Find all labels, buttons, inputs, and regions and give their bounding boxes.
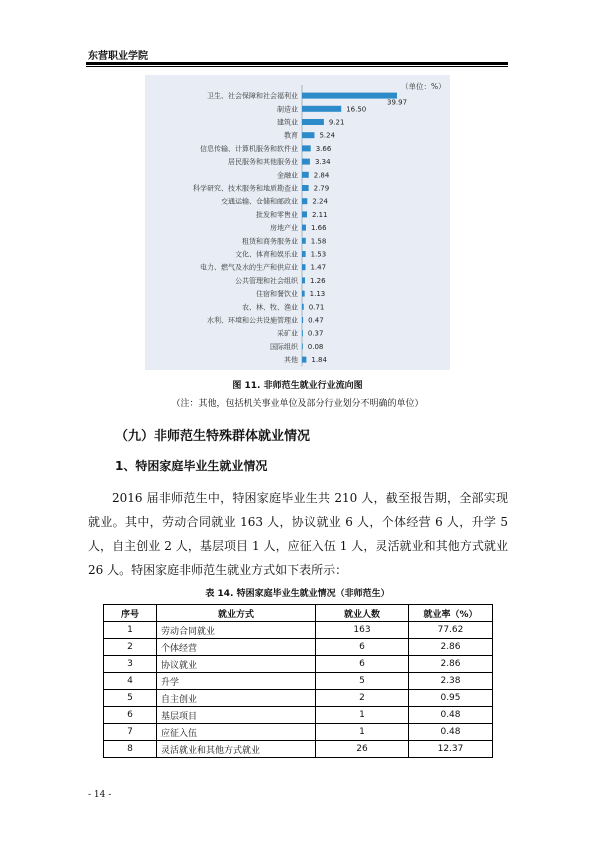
cell-method: 自主创业 bbox=[157, 690, 316, 707]
industry-bar-chart bbox=[145, 75, 450, 370]
chart-bar bbox=[302, 238, 306, 244]
cell-index: 7 bbox=[104, 724, 157, 741]
chart-category-label: 金融业 bbox=[277, 171, 298, 180]
paragraph-text: 2016 届非师范生中，特困家庭毕业生共 210 人，截至报告期，全部实现就业。其中，劳动合同就业 163 人，协议就业 6 人，个体经营 6 人，升学 5 人，自主创业 2 人，基层项目 1 人，应征入伍 1 人，灵活就业和其他方式就业 26 人。特困家庭非师范生就业方式如下表所示： bbox=[88, 491, 508, 577]
chart-bar bbox=[302, 291, 305, 297]
chart-category-label: 交通运输、仓储和邮政业 bbox=[221, 197, 298, 206]
table-row bbox=[104, 690, 493, 707]
table-caption: 表 14. 特困家庭毕业生就业情况（非师范生） bbox=[205, 589, 390, 599]
chart-category-label: 国际组织 bbox=[270, 342, 298, 351]
cell-method: 个体经营 bbox=[157, 639, 316, 656]
chart-category-label: 采矿业 bbox=[277, 329, 298, 338]
cell-count: 1 bbox=[316, 707, 409, 724]
chart-category-label: 卫生、社会保障和社会福利业 bbox=[207, 92, 298, 101]
chart-value-label: 9.21 bbox=[328, 118, 345, 127]
chart-category-label: 信息传输、计算机服务和软件业 bbox=[200, 144, 298, 153]
cell-count: 1 bbox=[316, 724, 409, 741]
chart-value-label: 2.79 bbox=[313, 184, 330, 193]
chart-category-label: 建筑业 bbox=[277, 118, 298, 127]
header-rate: 就业率（%） bbox=[409, 605, 493, 622]
chart-value-label: 2.24 bbox=[312, 197, 328, 206]
cell-count: 6 bbox=[316, 656, 409, 673]
chart-value-label: 0.47 bbox=[308, 316, 324, 325]
chart-category-label: 教育 bbox=[284, 131, 298, 140]
chart-bar bbox=[302, 106, 341, 112]
chart-bar bbox=[302, 304, 304, 310]
cell-method: 基层项目 bbox=[157, 707, 316, 724]
chart-bar bbox=[302, 132, 314, 138]
cell-count: 163 bbox=[316, 622, 409, 639]
chart-category-label: 住宿和餐饮业 bbox=[256, 290, 298, 299]
cell-count: 5 bbox=[316, 673, 409, 690]
chart-value-label: 5.24 bbox=[319, 131, 336, 140]
chart-canvas bbox=[145, 75, 450, 370]
chart-category-label: 制造业 bbox=[277, 105, 298, 114]
chart-bar bbox=[302, 93, 397, 99]
cell-method: 灵活就业和其他方式就业 bbox=[157, 741, 316, 758]
cell-method: 劳动合同就业 bbox=[157, 622, 316, 639]
cell-method: 应征入伍 bbox=[157, 724, 316, 741]
cell-index: 3 bbox=[104, 656, 157, 673]
chart-unit-note: （单位：%） bbox=[401, 82, 446, 91]
chart-bar bbox=[302, 225, 306, 231]
chart-category-label: 房地产业 bbox=[270, 224, 298, 233]
employment-table bbox=[103, 604, 493, 758]
chart-bar bbox=[302, 159, 310, 165]
chart-bar bbox=[302, 357, 306, 363]
chart-category-label: 科学研究、技术服务和地质勘查业 bbox=[193, 184, 298, 193]
figure-note: （注：其他，包括机关事业单位及部分行业划分不明确的单位） bbox=[171, 399, 424, 409]
table-row bbox=[104, 639, 493, 656]
chart-category-label: 农、林、牧、渔业 bbox=[242, 303, 298, 312]
chart-value-label: 1.47 bbox=[310, 263, 327, 272]
chart-category-label: 居民服务和其他服务业 bbox=[228, 158, 298, 167]
cell-index: 4 bbox=[104, 673, 157, 690]
table-row bbox=[104, 741, 493, 758]
cell-index: 8 bbox=[104, 741, 157, 758]
chart-value-label: 1.13 bbox=[309, 290, 326, 299]
chart-bar bbox=[302, 145, 311, 151]
chart-bar bbox=[302, 251, 306, 257]
cell-rate: 0.48 bbox=[409, 724, 493, 741]
table-row bbox=[104, 673, 493, 690]
body-paragraph bbox=[88, 486, 508, 582]
chart-category-label: 水利、环境和公共设施管理业 bbox=[207, 316, 298, 325]
chart-value-label: 2.84 bbox=[313, 171, 330, 180]
chart-value-label: 1.84 bbox=[311, 356, 327, 365]
chart-value-label: 1.26 bbox=[309, 276, 326, 285]
header-index: 序号 bbox=[104, 605, 157, 622]
chart-bar bbox=[302, 277, 305, 283]
chart-value-label: 0.08 bbox=[307, 342, 324, 351]
chart-category-label: 文化、体育和娱乐业 bbox=[235, 250, 298, 259]
table-header-row bbox=[104, 605, 493, 622]
chart-bar bbox=[302, 198, 307, 204]
chart-value-label: 1.53 bbox=[310, 250, 327, 259]
page-number: - 14 - bbox=[88, 790, 112, 800]
table-row bbox=[104, 622, 493, 639]
cell-method: 升学 bbox=[157, 673, 316, 690]
cell-rate: 0.95 bbox=[409, 690, 493, 707]
document-header-title: 东营职业学院 bbox=[88, 51, 148, 62]
section-heading: （九）非师范生特殊群体就业情况 bbox=[115, 429, 311, 444]
cell-rate: 2.38 bbox=[409, 673, 493, 690]
cell-rate: 2.86 bbox=[409, 656, 493, 673]
cell-method: 协议就业 bbox=[157, 656, 316, 673]
cell-index: 2 bbox=[104, 639, 157, 656]
header-divider bbox=[86, 62, 508, 65]
cell-index: 5 bbox=[104, 690, 157, 707]
chart-bar bbox=[302, 317, 303, 323]
chart-value-label: 1.66 bbox=[310, 224, 327, 233]
cell-rate: 77.62 bbox=[409, 622, 493, 639]
chart-category-label: 批发和零售业 bbox=[256, 210, 298, 219]
table-row bbox=[104, 656, 493, 673]
chart-bar bbox=[302, 119, 324, 125]
header-count: 就业人数 bbox=[316, 605, 409, 622]
chart-value-label: 3.66 bbox=[315, 144, 332, 153]
cell-rate: 12.37 bbox=[409, 741, 493, 758]
table-row bbox=[104, 707, 493, 724]
cell-index: 6 bbox=[104, 707, 157, 724]
chart-value-label: 0.71 bbox=[308, 303, 325, 312]
cell-count: 6 bbox=[316, 639, 409, 656]
cell-rate: 0.48 bbox=[409, 707, 493, 724]
chart-value-label: 39.97 bbox=[387, 98, 408, 107]
cell-index: 1 bbox=[104, 622, 157, 639]
chart-value-label: 3.34 bbox=[314, 158, 331, 167]
cell-count: 2 bbox=[316, 690, 409, 707]
chart-value-label: 2.11 bbox=[312, 210, 328, 219]
chart-bar bbox=[302, 330, 303, 336]
figure-caption: 图 11. 非师范生就业行业流向图 bbox=[232, 381, 363, 391]
chart-category-label: 租赁和商务服务业 bbox=[242, 237, 298, 246]
header-method: 就业方式 bbox=[157, 605, 316, 622]
chart-bar bbox=[302, 211, 307, 217]
cell-count: 26 bbox=[316, 741, 409, 758]
cell-rate: 2.86 bbox=[409, 639, 493, 656]
chart-bar bbox=[302, 172, 309, 178]
chart-category-label: 电力、燃气及水的生产和供应业 bbox=[200, 263, 298, 272]
chart-value-label: 0.37 bbox=[307, 329, 324, 338]
chart-value-label: 1.58 bbox=[310, 237, 327, 246]
chart-bar bbox=[302, 343, 303, 349]
chart-bar bbox=[302, 185, 309, 191]
chart-bar bbox=[302, 264, 305, 270]
table-row bbox=[104, 724, 493, 741]
subsection-heading: 1、特困家庭毕业生就业情况 bbox=[115, 459, 268, 473]
header-divider-thin bbox=[86, 66, 508, 67]
chart-value-label: 16.50 bbox=[346, 105, 367, 114]
chart-category-label: 其他 bbox=[284, 356, 298, 365]
chart-category-label: 公共管理和社会组织 bbox=[235, 276, 298, 285]
